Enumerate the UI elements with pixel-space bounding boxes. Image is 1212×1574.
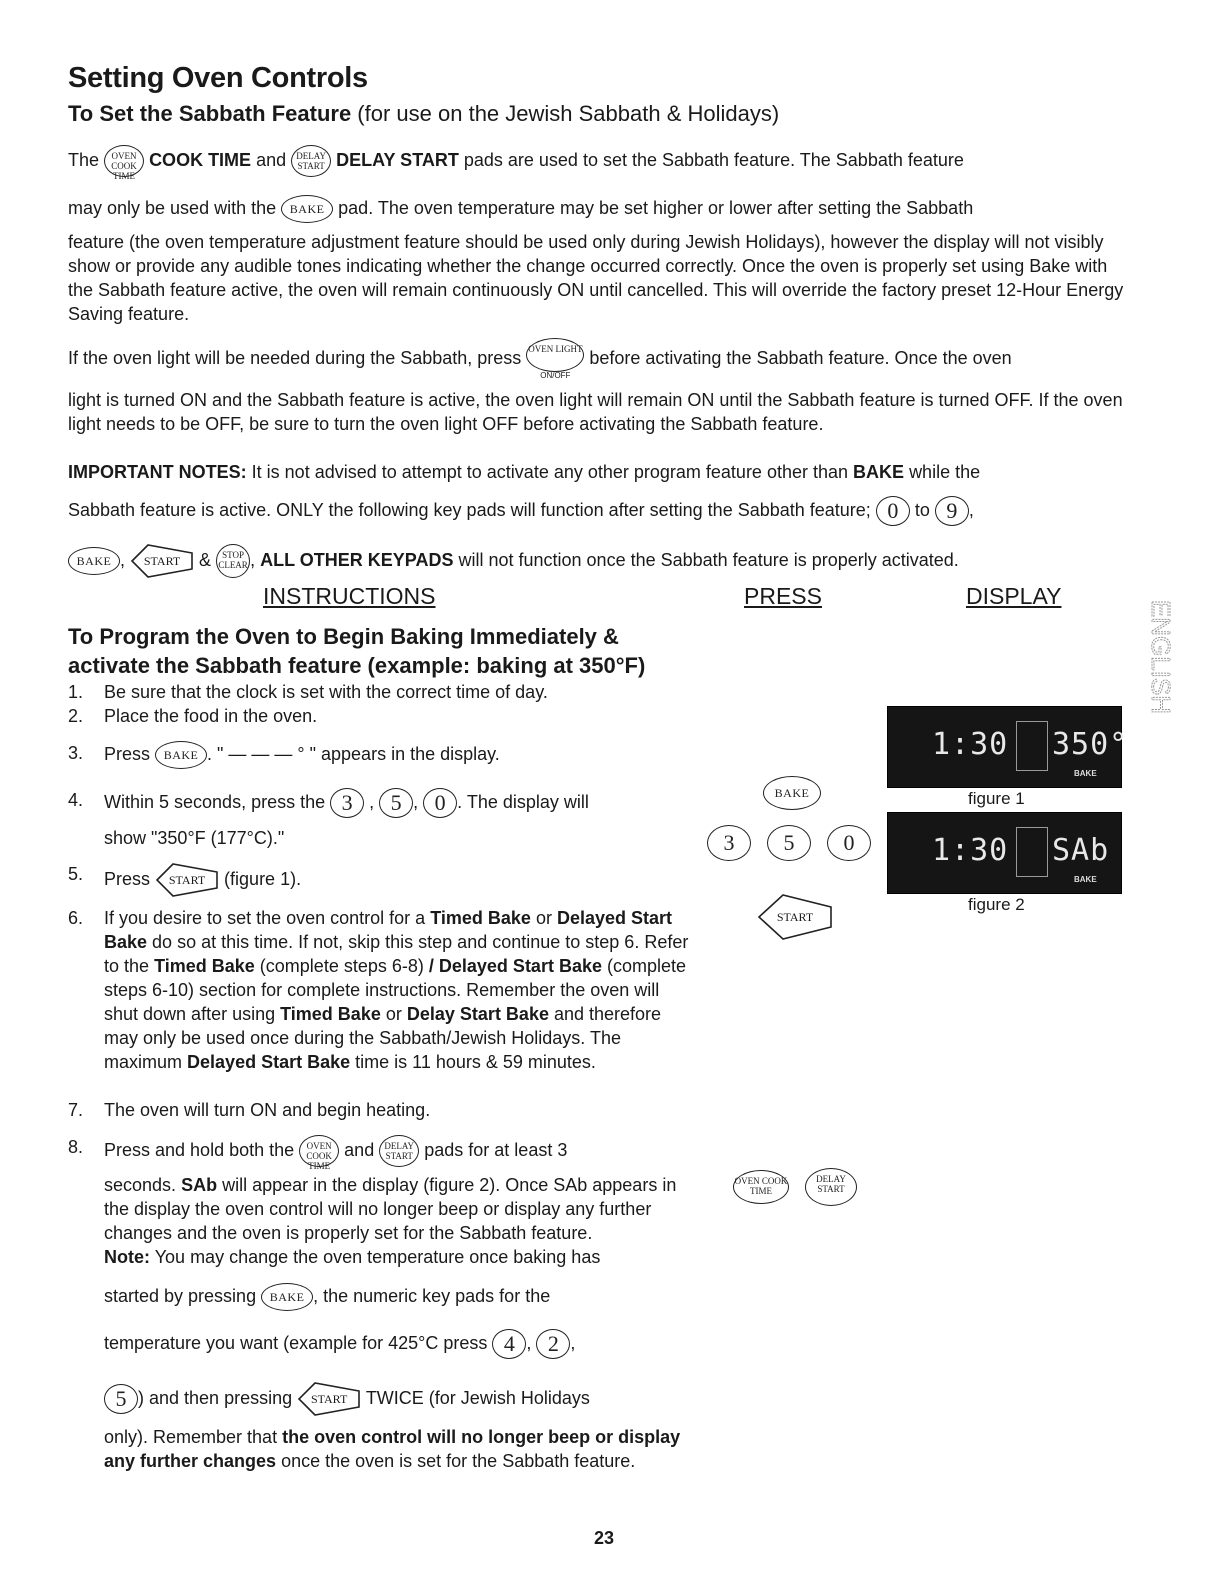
press-delay-start-icon: DELAY START bbox=[805, 1168, 857, 1206]
note-text: TWICE (for Jewish Holidays bbox=[365, 1387, 590, 1408]
subtitle-rest: (for use on the Jewish Sabbath & Holidays) bbox=[351, 101, 780, 126]
delay-start-pad-icon: DELAY START bbox=[379, 1135, 419, 1167]
delayed-start-bake: / Delayed Start Bake bbox=[428, 956, 602, 976]
digit-5-pad-icon: 5 bbox=[379, 788, 413, 818]
notes-text: It is not advised to attempt to activate any other program feature other than bbox=[251, 462, 849, 482]
step-text: and therefore may only be used once during the Sabbath/Jewish Holidays. The maximum bbox=[104, 1004, 662, 1072]
start-pad-label: START bbox=[776, 910, 814, 924]
page-number: 23 bbox=[594, 1528, 615, 1548]
notes-comma: , bbox=[968, 499, 974, 520]
digit-0-pad-icon: 0 bbox=[876, 496, 910, 526]
delayed-start-bake: Delayed Start Bake bbox=[187, 1052, 351, 1072]
timed-bake: Timed Bake bbox=[154, 956, 255, 976]
note-text: You may change the oven temperature once baking has bbox=[154, 1247, 601, 1267]
notes-line-2 bbox=[68, 496, 1168, 526]
start-pad-icon bbox=[130, 543, 194, 579]
start-pad-label: START bbox=[143, 554, 181, 568]
digit-0-pad-icon: 0 bbox=[423, 788, 457, 818]
section-title-line-1: To Program the Oven to Begin Baking Immediately & bbox=[68, 624, 619, 649]
display-bake-label: BAKE bbox=[1074, 875, 1097, 884]
display-time: 1:30 bbox=[932, 833, 1009, 868]
digit-3-pad-icon: 3 bbox=[330, 788, 364, 818]
display-time: 1:30 bbox=[932, 727, 1009, 762]
step-text: Be sure that the clock is set with the correct time of day. bbox=[104, 682, 548, 702]
step-text: The oven will turn ON and begin heating. bbox=[104, 1100, 431, 1120]
note-label: Note: bbox=[104, 1247, 150, 1267]
start-pad-label: START bbox=[168, 873, 206, 887]
step-text: seconds. bbox=[104, 1175, 177, 1195]
press-bake-pad-icon: BAKE bbox=[763, 776, 821, 810]
intro-text: and bbox=[256, 149, 287, 170]
oven-light-paragraph: light is turned ON and the Sabbath feature is active, the oven light will remain ON until the Sabbath feature is turned OFF. If the oven light needs to be OFF, be sure to turn the oven light OFF before activating the Sabbath feature. bbox=[68, 390, 1123, 434]
intro-text: pad. The oven temperature may be set higher or lower after setting the Sabbath bbox=[338, 197, 974, 218]
bake-pad-icon: BAKE bbox=[68, 547, 120, 575]
timed-bake: Timed Bake bbox=[280, 1004, 381, 1024]
bake-pad-icon: BAKE bbox=[261, 1283, 313, 1311]
step-text: time is 11 hours & 59 minutes. bbox=[355, 1052, 596, 1072]
press-digit-3-icon: 3 bbox=[707, 825, 751, 861]
step-text: or bbox=[535, 908, 552, 928]
note-text: ) and then pressing bbox=[138, 1387, 293, 1408]
step-1: 1. Be sure that the clock is set with the correct time of day. bbox=[68, 680, 698, 704]
section-subtitle bbox=[68, 101, 779, 127]
oven-light-text: If the oven light will be needed during the Sabbath, press bbox=[68, 347, 522, 368]
intro-text: may only be used with the bbox=[68, 197, 277, 218]
section-title-line-2: activate the Sabbath feature (example: baking at 350°F) bbox=[68, 653, 646, 678]
step-4: 4. Within 5 seconds, press the 3 , 5 , 0 . The display will show "350°F (177°C)." bbox=[68, 790, 589, 848]
delay-start-bake: Delay Start Bake bbox=[406, 1004, 549, 1024]
delayed-start-bake: Delayed Start Bake bbox=[104, 908, 673, 952]
cook-time-label: COOK TIME bbox=[149, 149, 252, 170]
step-8: 8. Press and hold both the OVEN COOK TIME and DELAY START pads for at least 3 seconds. SAb will appear in the display (figure 2). Once SAb appears in the display the oven control will no longer beep or display any further changes and the oven is properly set for the Sabbath feature. Note: You may change the oven temperature once baking has started by pressing BAKE , the numeric key pads for the temperature you want (example for 425°C press 4 , 2 , 5 ) and then pressing START TWICE (for Jewish Holidays only). Remember that the oven control will no longer beep or display any further changes once the oven is set for the Sabbath feature. bbox=[68, 1137, 681, 1471]
step-text: Within 5 seconds, press the bbox=[104, 791, 326, 812]
notes-text: Sabbath feature is active. ONLY the following key pads will function after setting the Sabbath feature; bbox=[68, 499, 871, 520]
side-tab-english bbox=[1138, 586, 1180, 728]
display-figure-2 bbox=[887, 812, 1122, 894]
press-header: PRESS bbox=[744, 583, 822, 609]
digit-4-pad-icon: 4 bbox=[492, 1329, 526, 1359]
step-text: do so at this time. If not, skip this step and continue to step 6. Refer to the bbox=[104, 932, 689, 976]
oven-light-sub-label: ON/OFF bbox=[540, 371, 571, 380]
step-text: (figure 1). bbox=[224, 868, 302, 889]
figure-2-caption: figure 2 bbox=[968, 895, 1025, 914]
step-5: 5. Press START (figure 1). bbox=[68, 862, 698, 898]
notes-comma: , bbox=[120, 549, 126, 570]
press-digit-0-icon: 0 bbox=[827, 825, 871, 861]
notes-comma: , bbox=[250, 549, 256, 570]
step-text: . The display will bbox=[457, 791, 589, 812]
intro-line-2 bbox=[68, 195, 1158, 223]
side-tab-text: ENGLISH bbox=[1146, 599, 1177, 715]
step-7: 7. The oven will turn ON and begin heating. bbox=[68, 1098, 698, 1122]
intro-paragraph: feature (the oven temperature adjustment feature should be used only during Jewish Holidays), however the display will not visibly show or provide any audible tones indicating whether the change occurred correctly. Once the oven is properly set using Bake with the Sabbath feature active, the oven will remain continuously ON until cancelled. This will override the factory preset 12-Hour Energy Saving feature. bbox=[68, 232, 1124, 324]
notes-line-3 bbox=[68, 543, 1168, 579]
display-figure-1 bbox=[887, 706, 1129, 788]
intro-text: pads are used to set the Sabbath feature. The Sabbath feature bbox=[463, 149, 964, 170]
sab-text: SAb bbox=[181, 1175, 218, 1195]
delay-start-pad-icon: DELAY START bbox=[291, 145, 331, 177]
start-pad-label: START bbox=[310, 1392, 348, 1406]
notes-text: while the bbox=[909, 462, 981, 482]
display-box bbox=[1016, 827, 1048, 877]
step-text: Press bbox=[104, 743, 151, 764]
press-start-pad-icon bbox=[757, 893, 833, 941]
notes-bake: BAKE bbox=[853, 462, 905, 482]
bake-pad-icon: BAKE bbox=[281, 195, 333, 223]
oven-cook-time-pad-icon: OVEN COOK TIME bbox=[299, 1135, 339, 1167]
display-sab: SAb bbox=[1052, 833, 1110, 868]
start-pad-icon bbox=[297, 1381, 361, 1417]
note-text: only). Remember that bbox=[104, 1427, 278, 1447]
note-text: once the oven is set for the Sabbath feature. bbox=[281, 1451, 636, 1471]
step-text: show "350°F (177°C)." bbox=[104, 828, 285, 848]
step-2: 2. Place the food in the oven. bbox=[68, 704, 698, 728]
oven-cook-time-pad-icon: OVEN COOK TIME bbox=[104, 145, 144, 177]
notes-text: will not function once the Sabbath feature is properly activated. bbox=[458, 549, 959, 570]
instructions-header: INSTRUCTIONS bbox=[263, 583, 436, 609]
step-text: (complete steps 6-8) bbox=[259, 956, 424, 976]
note-text: started by pressing bbox=[104, 1285, 257, 1306]
step-text: If you desire to set the oven control for a bbox=[104, 908, 426, 928]
timed-bake: Timed Bake bbox=[430, 908, 531, 928]
step-text: will appear in the display (figure 2). Once SAb appears in the display the oven control will no longer beep or display any further changes and the oven is properly set for the Sabbath feature. bbox=[104, 1175, 677, 1243]
step-6: 6. If you desire to set the oven control for a Timed Bake or Delayed Start Bake do so at this time. If not, skip this step and continue to step 6. Refer to the Timed Bake (complete steps 6-8) / Delayed Start Bake (complete steps 6-10) section for complete instructions. Remember the oven will shut down after using Timed Bake or Delay Start Bake and therefore may only be used once during the Sabbath/Jewish Holidays. The maximum Delayed Start Bake time is 11 hours & 59 minutes. bbox=[68, 908, 689, 1072]
oven-light-text: before activating the Sabbath feature. Once the oven bbox=[589, 347, 1012, 368]
step-text: (complete steps 6-10) section for complete instructions. Remember the oven will shut down after using bbox=[104, 956, 687, 1024]
page-title: Setting Oven Controls bbox=[68, 62, 368, 94]
bake-pad-icon: BAKE bbox=[155, 741, 207, 769]
digit-9-pad-icon: 9 bbox=[935, 496, 969, 526]
notes-line-1 bbox=[68, 460, 1168, 484]
stop-clear-pad-icon: STOP CLEAR bbox=[216, 544, 250, 578]
display-header: DISPLAY bbox=[966, 583, 1062, 609]
note-text: , the numeric key pads for the bbox=[313, 1285, 551, 1306]
notes-to: to bbox=[914, 499, 930, 520]
display-box bbox=[1016, 721, 1048, 771]
oven-light-pad-icon: OVEN LIGHT bbox=[526, 338, 584, 372]
oven-light-line bbox=[68, 338, 1158, 380]
step-text: Press bbox=[104, 868, 151, 889]
note-text: temperature you want (example for 425°C press bbox=[104, 1332, 488, 1353]
step-text: or bbox=[385, 1004, 402, 1024]
figure-1-caption: figure 1 bbox=[968, 789, 1025, 808]
display-temp: 350° bbox=[1052, 727, 1129, 762]
digit-5-pad-icon: 5 bbox=[104, 1384, 138, 1414]
press-digit-5-icon: 5 bbox=[767, 825, 811, 861]
step-text: and bbox=[344, 1139, 375, 1160]
section-title bbox=[68, 622, 645, 680]
delay-start-label: DELAY START bbox=[336, 149, 459, 170]
step-text: . " — — — ° " appears in the display. bbox=[207, 743, 500, 764]
step-text: Place the food in the oven. bbox=[104, 706, 318, 726]
subtitle-bold: To Set the Sabbath Feature bbox=[68, 101, 352, 126]
notes-amp: & bbox=[199, 549, 212, 570]
display-bake-label: BAKE bbox=[1074, 769, 1097, 778]
intro-text: The bbox=[68, 149, 100, 170]
note-bold: the oven control will no longer beep or display any further changes bbox=[104, 1427, 681, 1471]
important-notes-label: IMPORTANT NOTES: bbox=[68, 462, 247, 482]
step-3: 3. Press BAKE . " — — — ° " appears in the display. bbox=[68, 741, 698, 769]
all-other-keypads: ALL OTHER KEYPADS bbox=[260, 549, 454, 570]
digit-2-pad-icon: 2 bbox=[536, 1329, 570, 1359]
start-pad-icon bbox=[155, 862, 219, 898]
intro-line-1 bbox=[68, 145, 1158, 181]
press-oven-cook-time-icon: OVEN COOK TIME bbox=[733, 1170, 789, 1204]
step-text: Press and hold both the bbox=[104, 1139, 295, 1160]
step-text: pads for at least 3 bbox=[424, 1139, 568, 1160]
